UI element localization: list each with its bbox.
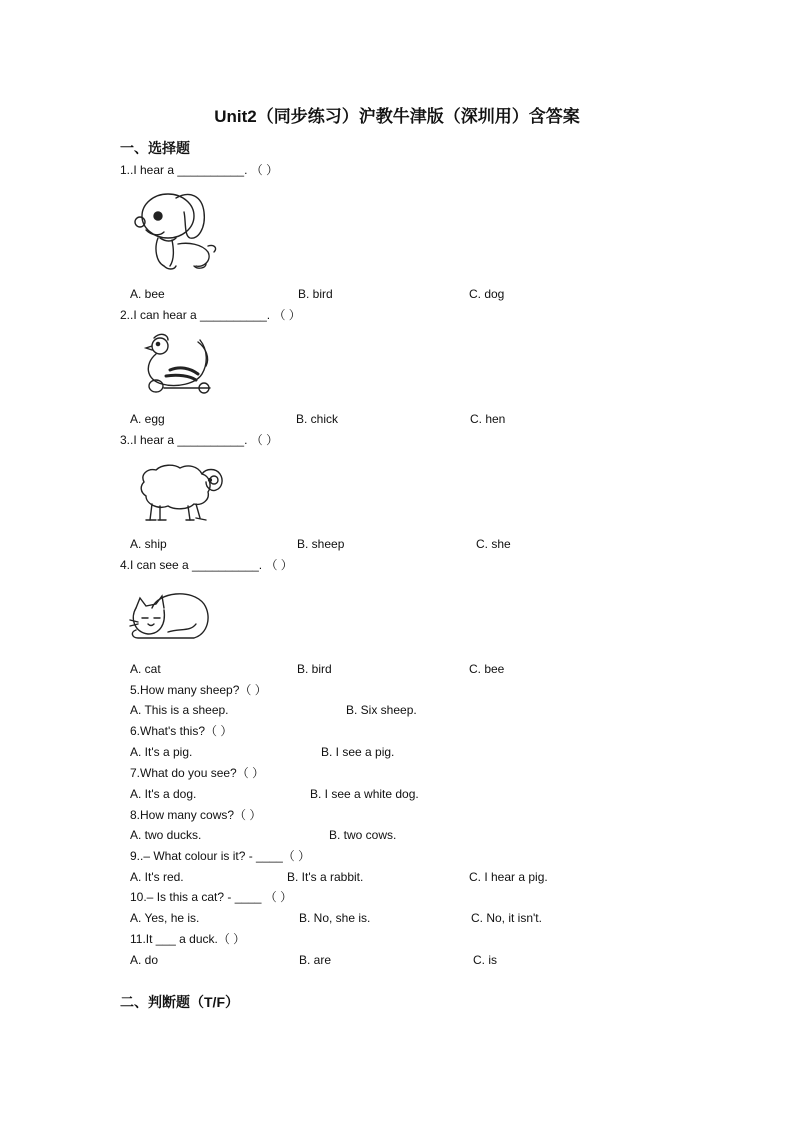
question-8-option-b: B. two cows. (329, 828, 397, 842)
question-11-option-b: B. are (299, 953, 332, 967)
section-heading-multiple-choice: 一、选择题 (120, 140, 190, 156)
question-5-option-b: B. Six sheep. (346, 703, 417, 717)
question-9-stem: 9..– What colour is it? - ____（ ） (130, 849, 311, 863)
sheep-picture (136, 460, 226, 528)
question-1-stem: 1..I hear a __________. （ ） (120, 163, 279, 177)
question-4-option-a: A. cat (130, 662, 161, 676)
question-11-option-a: A. do (130, 953, 159, 967)
section-heading-true-false: 二、判断题（T/F） (120, 994, 239, 1010)
question-6-stem: 6.What's this?（ ） (130, 724, 233, 738)
question-9-option-a: A. It's red. (130, 870, 184, 884)
question-8-stem: 8.How many cows?（ ） (130, 808, 262, 822)
question-4-stem: 4.I can see a __________. （ ） (120, 558, 293, 572)
question-6-option-b: B. I see a pig. (321, 745, 395, 759)
question-2-option-a: A. egg (130, 412, 165, 426)
question-8-option-a: A. two ducks. (130, 828, 202, 842)
question-3-option-b: B. sheep (297, 537, 345, 551)
question-9-option-c: C. I hear a pig. (469, 870, 548, 884)
question-10-option-a: A. Yes, he is. (130, 911, 200, 925)
question-7-option-a: A. It's a dog. (130, 787, 197, 801)
question-11-stem: 11.It ___ a duck.（ ） (130, 932, 246, 946)
question-3-option-c: C. she (476, 537, 511, 551)
question-10-option-b: B. No, she is. (299, 911, 371, 925)
question-1-option-c: C. dog (469, 287, 505, 301)
question-3-option-a: A. ship (130, 537, 167, 551)
page-title: Unit2（同步练习）沪教牛津版（深圳用）含答案 (214, 107, 580, 126)
question-7-option-b: B. I see a white dog. (310, 787, 419, 801)
question-4-option-b: B. bird (297, 662, 332, 676)
question-2-option-b: B. chick (296, 412, 339, 426)
question-5-stem: 5.How many sheep?（ ） (130, 683, 267, 697)
dog-picture (128, 186, 224, 276)
question-2-option-c: C. hen (470, 412, 506, 426)
question-3-stem: 3..I hear a __________. （ ） (120, 433, 279, 447)
question-7-stem: 7.What do you see?（ ） (130, 766, 265, 780)
question-11-option-c: C. is (473, 953, 497, 967)
question-1-option-a: A. bee (130, 287, 165, 301)
question-10-stem: 10.– Is this a cat? - ____ （ ） (130, 890, 293, 904)
question-1-option-b: B. bird (298, 287, 333, 301)
question-9-option-b: B. It's a rabbit. (287, 870, 364, 884)
cat-picture (128, 588, 212, 644)
question-6-option-a: A. It's a pig. (130, 745, 193, 759)
question-4-option-c: C. bee (469, 662, 505, 676)
question-2-stem: 2..I can hear a __________. （ ） (120, 308, 301, 322)
hen-picture (136, 330, 216, 400)
question-10-option-c: C. No, it isn't. (471, 911, 542, 925)
question-5-option-a: A. This is a sheep. (130, 703, 229, 717)
